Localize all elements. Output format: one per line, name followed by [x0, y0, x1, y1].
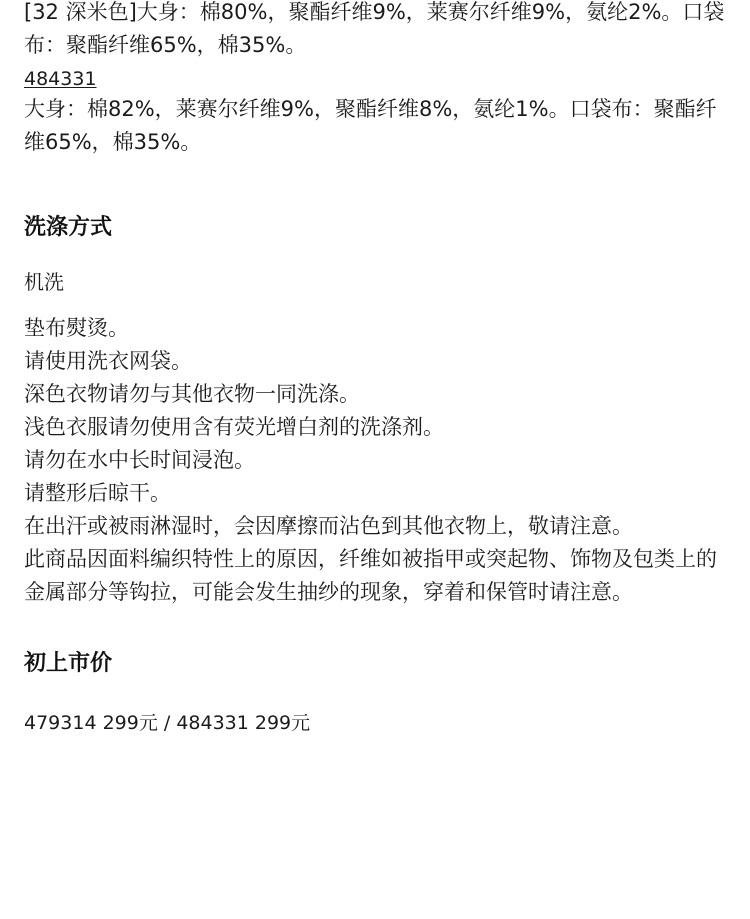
care-instruction-item: 请使用洗衣网袋。 [24, 349, 192, 373]
care-instruction-item: 请勿在水中长时间浸泡。 [24, 448, 255, 472]
composition-variant-1: [32 深米色]大身：棉80%，聚酯纤维9%，莱赛尔纤维9%，氨纶2%。口袋布：聚酯纤维65%，棉35%。 [24, 0, 725, 57]
washing-section [24, 211, 728, 609]
product-detail-content [24, 0, 728, 737]
material-composition-section [24, 0, 728, 159]
care-instruction-item: 在出汗或被雨淋湿时，会因摩擦而沾色到其他衣物上，敬请注意。 [24, 514, 633, 538]
composition-variant-2: 大身：棉82%，莱赛尔纤维9%，聚酯纤维8%，氨纶1%。口袋布：聚酯纤维65%，棉35%。 [24, 97, 717, 154]
washing-section-title: 洗涤方式 [24, 215, 113, 240]
care-instruction-item: 深色衣物请勿与其他衣物一同洗涤。 [24, 382, 360, 406]
initial-price-section [24, 647, 728, 737]
care-instructions-list [24, 312, 728, 609]
initial-price-title: 初上市价 [24, 651, 113, 676]
initial-price-text: 479314 299元 / 484331 299元 [24, 712, 311, 734]
product-code-link-484331[interactable]: 484331 [24, 68, 97, 90]
care-instruction-item: 请整形后晾干。 [24, 481, 171, 505]
care-instruction-item: 浅色衣服请勿使用含有荧光增白剂的洗涤剂。 [24, 415, 444, 439]
care-instruction-item: 垫布熨烫。 [24, 316, 129, 340]
care-instruction-item: 此商品因面料编织特性上的原因，纤维如被指甲或突起物、饰物及包类上的金属部分等钩拉，可能会发生抽纱的现象，穿着和保管时请注意。 [24, 547, 717, 604]
washing-mode: 机洗 [24, 270, 64, 294]
